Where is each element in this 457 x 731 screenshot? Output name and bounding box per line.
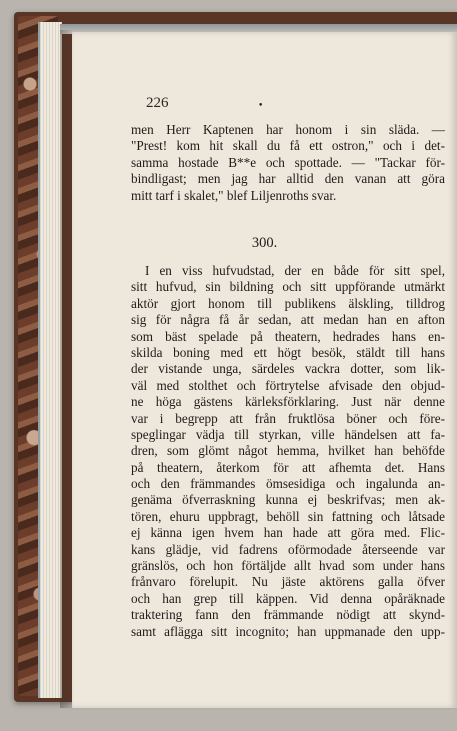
- page-edges: [38, 22, 62, 698]
- text-line: kans glädje, vid fadrens oförmodade återseende var: [131, 541, 445, 557]
- text-line: bindligast; men jag har alltid den vanan att göra: [131, 171, 445, 187]
- text-line: samt aflägga sitt incognito; han uppmanade den upp-: [131, 623, 445, 639]
- spine-shadow: [60, 30, 74, 708]
- text-line: sitt hufvud, sin bildning och sitt uppförande utmärkt: [131, 279, 445, 295]
- text-line: och han grep till käppen. Vid denna opåräknade: [131, 590, 445, 606]
- section-number: 300.: [251, 235, 278, 251]
- text-line: som bäst spelade på theatern, hedrades hans en-: [131, 328, 445, 344]
- text-line: gränslös, och hon förtäljde allt hvad som under hans: [131, 558, 445, 574]
- paragraph-2: [131, 263, 445, 640]
- header-mark: •: [258, 101, 264, 111]
- text-line: mitt tarf i skalet," blef Liljenroths svar.: [131, 187, 337, 203]
- text-line: aktör gjort honom till publikens älskling, tilldrog: [131, 295, 445, 311]
- text-line: I en viss hufvudstad, der en både för sitt spel,: [145, 263, 445, 278]
- text-line: men Herr Kaptenen har honom i sin släda. —: [131, 122, 445, 137]
- text-line: speglingar vädja till styrkan, ville händelsen att fa-: [131, 426, 445, 442]
- text-line: frånvaro förelupit. Nu jäste aktörens galla öfver: [131, 574, 445, 590]
- text-line: och den främmandes ömsesidiga och ingalunda an-: [131, 476, 445, 492]
- text-line: på theatern, återkom för att afhemta det. Hans: [131, 459, 445, 475]
- text-line: skilda boning med ett högt besök, stäldt till hans: [131, 344, 445, 360]
- text-line: genäma öfverraskning kunna ej beskrifvas; men ak-: [131, 492, 445, 508]
- text-line: der vistande unga, särdeles vackra dotter, som lik-: [131, 361, 445, 377]
- text-line: ne höga gästens kärleksförklaring. Just när denne: [131, 394, 445, 410]
- text-line: samma hostade B**e och spottade. — "Tackar för-: [131, 154, 445, 170]
- paragraph-1: [131, 122, 445, 204]
- text-line: "Prest! kom hit skall du få ett ostron," och i det-: [131, 138, 445, 154]
- text-line: sig för några få år sedan, att medan han en afton: [131, 312, 445, 328]
- text-line: dren, som glömt något hemma, hvilket han behöfde: [131, 443, 445, 459]
- text-line: väl med stolthet och förtrytelse afvisade den objud-: [131, 377, 445, 393]
- text-line: tören, ehuru uppbragt, behöll sin fattning och låtsade: [131, 508, 445, 524]
- text-line: ej känna igen hvem han hade att göra med. Flic-: [131, 525, 445, 541]
- page-number: 226: [146, 95, 169, 111]
- text-line: traktering fann den främmande nödigt att skynd-: [131, 607, 445, 623]
- text-line: var i begrepp att från fruktlösa böner och före-: [131, 410, 445, 426]
